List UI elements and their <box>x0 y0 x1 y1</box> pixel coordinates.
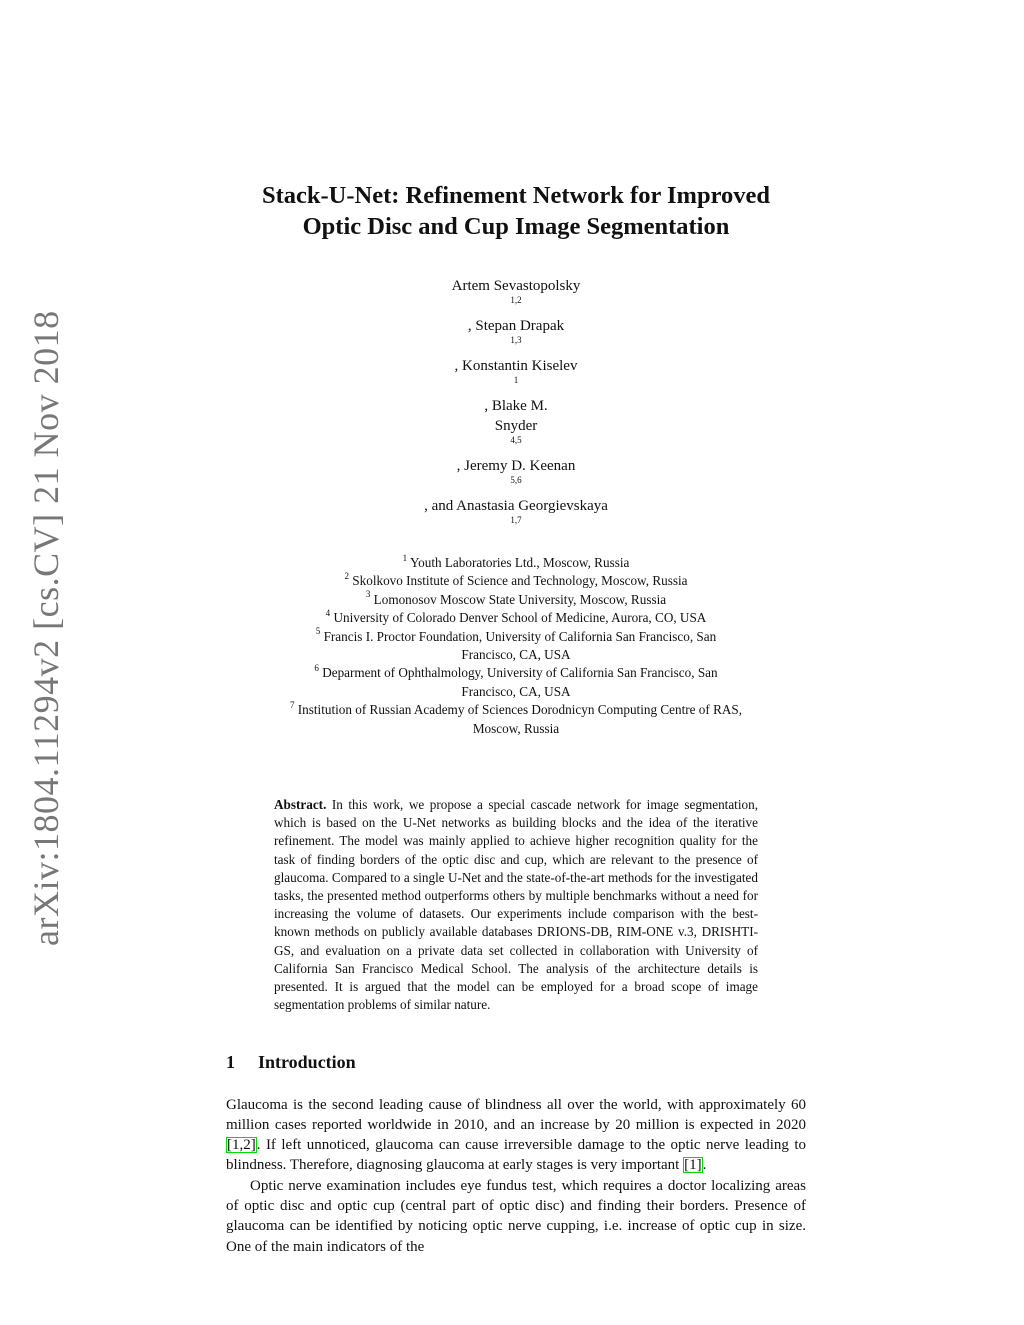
affiliation-1 <box>226 554 806 572</box>
author-name: Snyder <box>494 418 538 434</box>
affiliation-text: Youth Laboratories Ltd., Moscow, Russia <box>409 555 630 570</box>
paragraph-text: . If left unnoticed, glaucoma can cause irreversible damage to the optic nerve leading to blindness. Therefore, diagnosing glaucoma at early stages is very important <box>226 1137 806 1174</box>
section-number: 1 <box>226 1051 235 1072</box>
author-name: , Konstantin Kiselev <box>454 358 578 374</box>
affiliation-4 <box>226 609 806 627</box>
abstract <box>274 796 758 1014</box>
author-affiliation-marker: 4,5 <box>510 435 522 445</box>
title-line-1: Stack-U-Net: Refinement Network for Improved <box>261 182 771 209</box>
affiliation-6 <box>226 664 806 682</box>
affiliation-5-continuation: Francisco, CA, USA <box>461 647 571 663</box>
author-name: , Stepan Drapak <box>467 318 565 334</box>
affiliation-number: 1 <box>402 552 408 563</box>
author-affiliation-marker: 1 <box>513 375 519 385</box>
author-name: , Blake M. <box>484 398 548 414</box>
title-line-2: Optic Disc and Cup Image Segmentation <box>302 213 730 240</box>
affiliation-number: 7 <box>289 699 295 710</box>
affiliation-7 <box>226 701 806 719</box>
intro-paragraph-1 <box>226 1095 806 1176</box>
citation-link[interactable]: [1,2] <box>227 1137 256 1154</box>
affiliation-5 <box>226 628 806 646</box>
affiliation-2 <box>226 572 806 590</box>
author-name: , Jeremy D. Keenan <box>456 458 576 474</box>
affiliation-number: 4 <box>325 607 331 618</box>
affiliation-text: Lomonosov Moscow State University, Moscow, Russia <box>373 591 667 607</box>
arxiv-identifier-stamp: arXiv:1804.11294v2 [cs.CV] 21 Nov 2018 <box>26 310 66 946</box>
author-affiliation-marker: 5,6 <box>510 475 522 485</box>
affiliation-text: Deparment of Ophthalmology, University of California San Francisco, San <box>322 665 718 681</box>
affiliation-number: 5 <box>315 626 321 637</box>
author-line-2 <box>226 416 806 536</box>
author-line-1 <box>226 276 806 416</box>
affiliation-list <box>226 554 806 738</box>
affiliation-text: Francis I. Proctor Foundation, University of California San Francisco, San <box>323 628 717 644</box>
paragraph-text: . <box>702 1157 707 1174</box>
author-affiliation-marker: 1,2 <box>510 295 522 305</box>
introduction-body <box>226 1095 806 1257</box>
affiliation-7-continuation: Moscow, Russia <box>472 720 560 736</box>
author-affiliation-marker: 1,7 <box>510 515 522 525</box>
author-name: , and Anastasia Georgievskaya <box>424 498 608 514</box>
intro-paragraph-2: Optic nerve examination includes eye fundus test, which requires a doctor localizing areas of optic disc and optic cup (central part of optic disc) and finding their borders. Presence of glaucoma can be identified by noticing optic nerve cupping, i.e. increase of optic cup in size. One of the main indicators of the <box>226 1177 806 1255</box>
abstract-label: Abstract. <box>274 797 327 813</box>
paragraph-text: Glaucoma is the second leading cause of blindness all over the world, with approximately 60 million cases reported worldwide in 2010, and an increase by 20 million is expected in 2020 <box>226 1096 806 1133</box>
author-list <box>226 276 806 536</box>
citation-link[interactable]: [1] <box>684 1157 702 1174</box>
affiliation-6-continuation: Francisco, CA, USA <box>461 683 571 699</box>
affiliation-number: 6 <box>314 663 319 674</box>
section-title: Introduction <box>258 1051 356 1072</box>
affiliation-text: University of Colorado Denver School of Medicine, Aurora, CO, USA <box>333 610 707 626</box>
affiliation-number: 3 <box>365 589 371 600</box>
author-name: Artem Sevastopolsky <box>451 278 581 294</box>
affiliation-text: Institution of Russian Academy of Sciences Dorodnicyn Computing Centre of RAS, <box>297 702 743 718</box>
affiliation-3 <box>226 591 806 609</box>
paper-first-page <box>226 180 806 1257</box>
affiliation-number: 2 <box>344 571 349 582</box>
section-heading <box>226 1051 806 1073</box>
author-affiliation-marker: 1,3 <box>510 335 522 345</box>
paper-title <box>226 180 806 242</box>
affiliation-text: Skolkovo Institute of Science and Technology, Moscow, Russia <box>352 573 688 589</box>
abstract-text: In this work, we propose a special cascade network for image segmentation, which is based on the U-Net networks as building blocks and the idea of the iterative refinement. The model was mainly applied to achieve higher recognition quality for the task of finding borders of the optic disc and cup, which are relevant to the presence of glaucoma. Compared to a single U-Net and the state-of-the-art methods for the investigated tasks, the presented method outperforms others by multiple benchmarks without a need for increasing the volume of datasets. Our experiments include comparison with the best-known methods on publicly available databases DRIONS-DB, RIM-ONE v.3, DRISHTI-GS, and evaluation on a private data set collected in collaboration with University of California San Francisco Medical School. The analysis of the architecture details is presented. It is argued that the model can be employed for a broad scope of image segmentation problems of similar nature. <box>274 797 758 1013</box>
